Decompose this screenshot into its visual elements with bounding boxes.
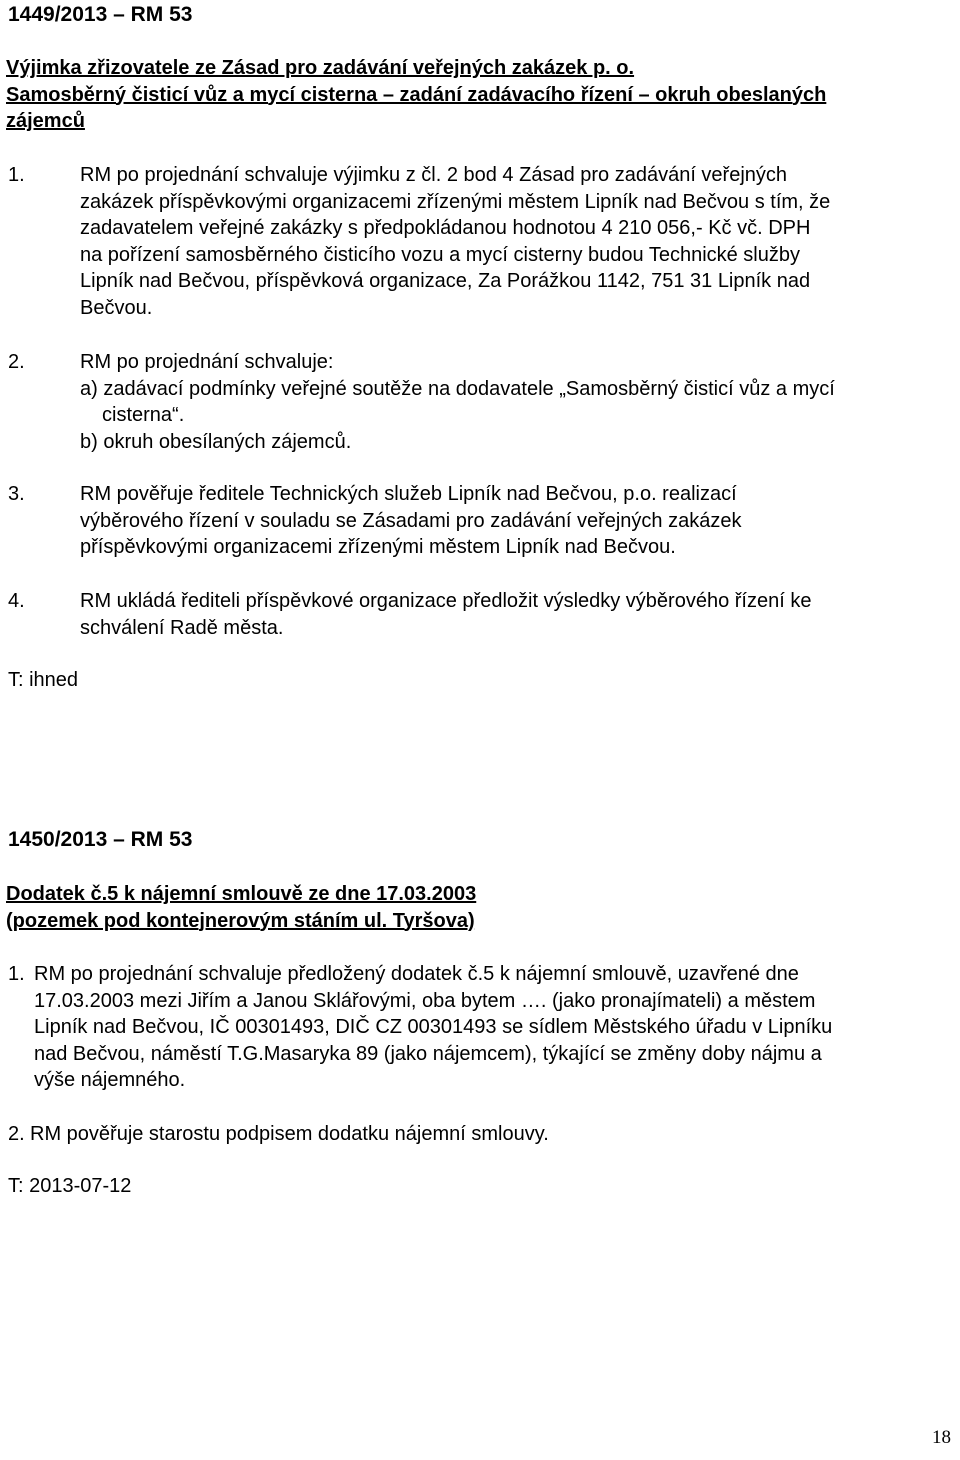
resolution-heading-1450: 1450/2013 – RM 53 (8, 828, 193, 851)
text-line: Lipník nad Bečvou, IČ 00301493, DIČ CZ 00301493 se sídlem Městského úřadu v Lipníku (34, 1016, 833, 1038)
item-text (80, 481, 956, 561)
item-text (80, 588, 956, 641)
text-line: na pořízení samosběrného čisticího vozu a mycí cisterny budou Technické služby (80, 243, 800, 266)
subject-line: Samosběrný čisticí vůz a mycí cisterna – zadání zadávacího řízení – okruh obeslaných (6, 83, 827, 106)
text-line: Lipník nad Bečvou, příspěvková organizace, Za Porážkou 1142, 751 31 Lipník nad (80, 270, 811, 292)
item-number: 3. (8, 483, 25, 505)
subject-line: zájemců (6, 110, 85, 132)
text-line: Bečvou. (80, 296, 153, 319)
item-number: 2. (8, 351, 25, 373)
text-line: RM po projednání schvaluje: (80, 351, 334, 373)
item-text (34, 961, 956, 1094)
text-line: nad Bečvou, náměstí T.G.Masaryka 89 (jako nájemcem), týkající se změny doby nájmu a (34, 1042, 822, 1065)
item-number: 1. (8, 963, 25, 985)
subject-line: (pozemek pod kontejnerovým stáním ul. Tyršova) (6, 909, 475, 932)
text-line: RM po projednání schvaluje výjimku z čl. 2 bod 4 Zásad pro zadávání veřejných (80, 164, 788, 186)
item-text (80, 162, 956, 321)
item-text (80, 349, 956, 455)
term: T: 2013-07-12 (8, 1175, 132, 1197)
text-line: a) zadávací podmínky veřejné soutěže na dodavatele „Samosběrný čisticí vůz a mycí (80, 377, 835, 400)
page-number: 18 (932, 1427, 951, 1448)
resolution-subject-1449 (6, 55, 956, 135)
item-number: 4. (8, 590, 25, 612)
text-line: schválení Radě města. (80, 616, 284, 639)
item-text: RM pověřuje starostu podpisem dodatku nájemní smlouvy. (30, 1123, 549, 1145)
text-line: zadavatelem veřejné zakázky s předpokládanou hodnotou 4 210 056,- Kč vč. DPH (80, 217, 811, 239)
resolution-heading-1449: 1449/2013 – RM 53 (8, 3, 193, 26)
term: T: ihned (8, 669, 79, 691)
text-line: zakázek příspěvkovými organizacemi zřízenými městem Lipník nad Bečvou s tím, že (80, 190, 831, 213)
text-line: výše nájemného. (34, 1069, 186, 1091)
text-line: 17.03.2003 mezi Jiřím a Janou Sklářovými, oba bytem …. (jako pronajímateli) a městem (34, 989, 816, 1012)
text-line: RM ukládá řediteli příspěvkové organizace předložit výsledky výběrového řízení ke (80, 590, 812, 612)
item-number: 2. (8, 1123, 25, 1145)
text-line: b) okruh obesílaných zájemců. (80, 430, 352, 453)
subject-line: Výjimka zřizovatele ze Zásad pro zadávání veřejných zakázek p. o. (6, 57, 635, 79)
item-number: 1. (8, 164, 25, 186)
subject-line: Dodatek č.5 k nájemní smlouvě ze dne 17.03.2003 (6, 883, 477, 905)
text-line: cisterna“. (102, 404, 185, 426)
text-line: příspěvkovými organizacemi zřízenými městem Lipník nad Bečvou. (80, 536, 676, 558)
text-line: výběrového řízení v souladu se Zásadami pro zadávání veřejných zakázek (80, 509, 742, 532)
text-line: RM pověřuje ředitele Technických služeb Lipník nad Bečvou, p.o. realizací (80, 483, 737, 505)
text-line: RM po projednání schvaluje předložený dodatek č.5 k nájemní smlouvě, uzavřené dne (34, 963, 799, 985)
resolution-subject-1450 (6, 881, 956, 934)
